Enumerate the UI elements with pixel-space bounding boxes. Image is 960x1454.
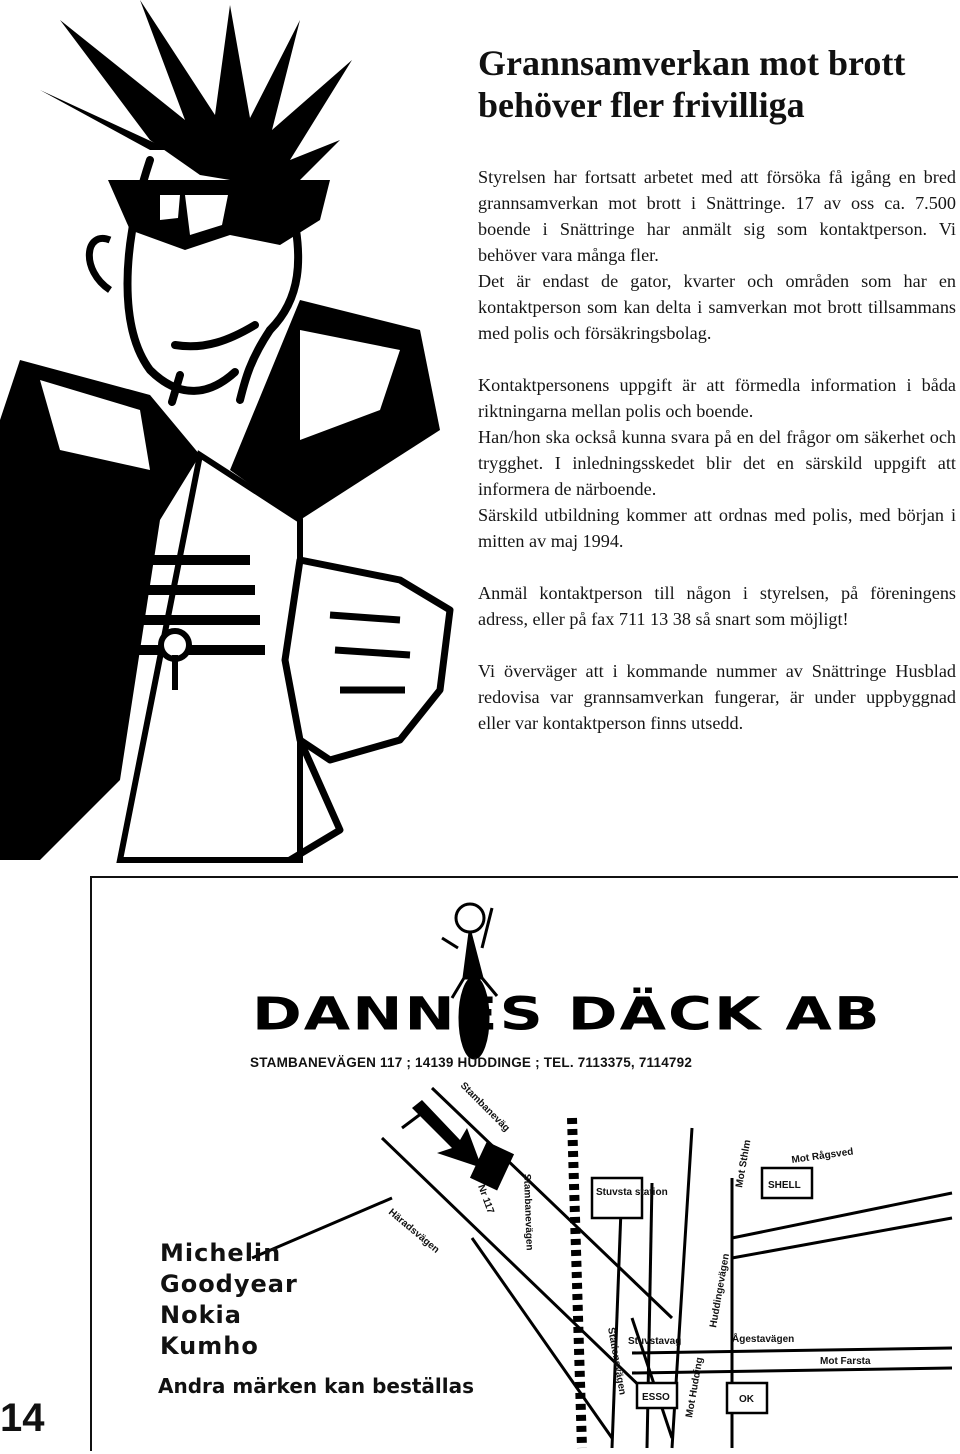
article-paragraph: Styrelsen har fortsatt arbetet med att försöka få igång en bred grannsamverkan mot brott i Snättringe. 17 av oss ca. 7.500 boende i Snättringe har anmält sig som kontaktperson. Vi behöver vara många fler. xyxy=(478,167,956,265)
map-label-nr117: Nr 117 xyxy=(475,1183,496,1216)
map-label-stambanevag: Stambaneväg xyxy=(457,1080,512,1135)
page-number: 14 xyxy=(0,1396,45,1440)
hair-drawing xyxy=(40,0,352,190)
article-paragraph: Kontaktpersonens uppgift är att förmedla information i båda riktningarna mellan polis och boende. xyxy=(478,375,956,421)
fist-drawing xyxy=(285,560,450,860)
map-label-mot-sthlm: Mot Sthlm xyxy=(734,1139,754,1189)
map-label-agestavagen: Ågestavägen xyxy=(732,1334,795,1345)
tire-brand-list xyxy=(160,1238,298,1362)
map-label-mot-hudding: Mot Hudding xyxy=(684,1356,706,1419)
map-label-stuvsta-station: Stuvsta station xyxy=(596,1187,668,1198)
map-label-mot-ragsved: Mot Rågsved xyxy=(790,1146,855,1166)
map-label-stambanevagen: Stambanevägen xyxy=(521,1173,535,1251)
ear-drawing xyxy=(89,238,110,290)
ad-address: STAMBANEVÄGEN 117 ; 14139 HUDDINGE ; TEL. 7113375, 7114792 xyxy=(250,1055,693,1070)
article-paragraph: Vi överväger att i kommande nummer av Snättringe Husblad redovisa var grannsamverkan fungerar, är under uppbyggnad eller var kontaktperson finns utsedd. xyxy=(478,661,956,733)
railway xyxy=(572,1118,582,1448)
brand-item: Nokia xyxy=(160,1301,242,1329)
article-body xyxy=(478,164,956,736)
ad-logo: DANNES DÄCK AB xyxy=(252,988,882,1041)
article-paragraph: Det är endast de gator, kvarter och områden som har en kontaktperson som kan delta i samverkan mot brott tillsammans med polis och försäkringsbolag. xyxy=(478,271,956,343)
article-paragraph: Särskild utbildning kommer att ordnas med polis, med början i mitten av maj 1994. xyxy=(478,505,956,551)
brand-item: Michelin xyxy=(160,1239,282,1267)
article-paragraph: Anmäl kontaktperson till någon i styrelsen, på föreningens adress, eller på fax 711 13 38 så snart som möjligt! xyxy=(478,583,956,629)
ad-note: Andra märken kan beställas xyxy=(158,1374,475,1398)
map-label-stationsvagen: Stationsvägen xyxy=(605,1326,628,1396)
map-label-esso: ESSO xyxy=(642,1392,670,1403)
tire-shop-advertisement xyxy=(90,876,958,1451)
article-title: Grannsamverkan mot brott behöver fler frivilliga xyxy=(478,43,906,125)
map-label-shell: SHELL xyxy=(768,1180,801,1191)
cartoon-man-illustration xyxy=(0,0,478,870)
map-label-stuvstavag: Stuvstavag xyxy=(628,1336,682,1347)
brand-item: Kumho xyxy=(160,1332,259,1360)
map-label-ok: OK xyxy=(739,1394,754,1405)
ad-map-drawing xyxy=(92,878,958,1451)
map-label-haradsvagen: Häradsvägen xyxy=(386,1206,442,1256)
map-label-huddingevagen: Huddingevägen xyxy=(708,1252,732,1329)
article-paragraph: Han/hon ska också kunna svara på en del frågor om säkerhet och trygghet. I inledningsskedet blir det en särskild uppgift att informera de närboende. xyxy=(478,427,956,499)
map-label-mot-farsta: Mot Farsta xyxy=(820,1356,871,1367)
brand-item: Goodyear xyxy=(160,1270,298,1298)
